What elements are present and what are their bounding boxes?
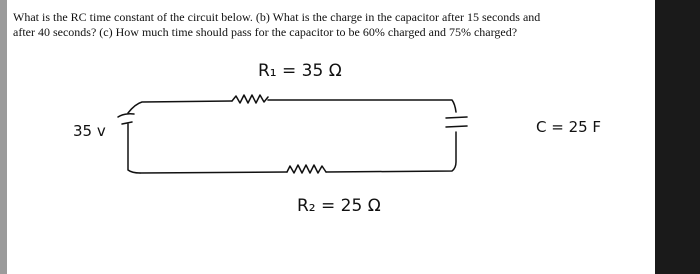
bottom-wire-right xyxy=(326,132,456,172)
right-dark-panel xyxy=(655,0,700,274)
top-wire-left xyxy=(128,101,232,113)
capacitor-plate-top xyxy=(446,117,467,118)
question-line-2: after 40 seconds? (c) How much time should pass for the capacitor to be 60% charged and 75% charged? xyxy=(13,25,518,39)
battery-plate-long xyxy=(118,114,134,117)
source-voltage-label: 35 v xyxy=(73,122,106,140)
capacitor-plate-bottom xyxy=(446,126,467,127)
question-line-1: What is the RC time constant of the circuit below. (b) What is the charge in the capacitor after 15 seconds and xyxy=(13,10,541,24)
left-wire-lower xyxy=(128,124,140,173)
r2-label: R₂ = 25 Ω xyxy=(297,196,381,216)
resistor-r2 xyxy=(287,165,326,173)
resistor-r1 xyxy=(232,95,268,103)
battery-plate-short xyxy=(122,122,132,124)
capacitor-label: C = 25 F xyxy=(536,118,602,136)
bottom-wire-left xyxy=(140,172,287,173)
r1-label: R₁ = 35 Ω xyxy=(258,61,342,81)
top-wire-right xyxy=(268,100,456,112)
